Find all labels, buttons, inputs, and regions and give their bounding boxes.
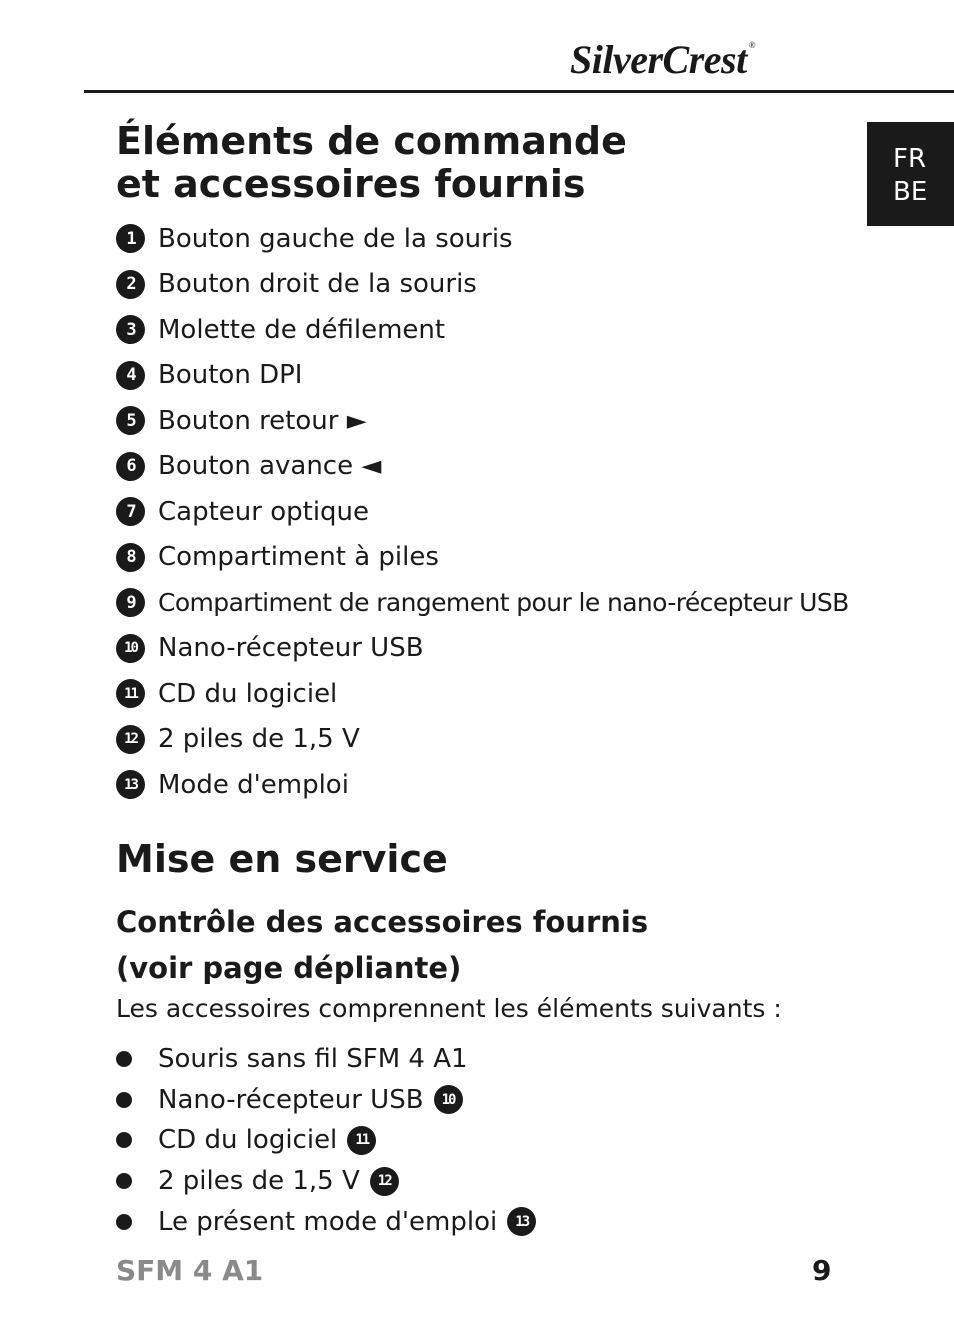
reference-number-badge: 12 bbox=[370, 1167, 399, 1196]
list-item bbox=[116, 489, 849, 535]
list-item bbox=[116, 262, 849, 308]
list-item bbox=[116, 216, 849, 262]
language-tab-line2: BE bbox=[893, 177, 928, 207]
bullet-label: Nano-récepteur USB bbox=[158, 1084, 424, 1115]
intro-text: Les accessoires comprennent les éléments suivants : bbox=[116, 994, 782, 1023]
item-number-badge: 13 bbox=[116, 770, 145, 799]
list-item bbox=[116, 444, 849, 490]
list-item bbox=[116, 398, 849, 444]
item-number-badge: 8 bbox=[116, 543, 145, 572]
bullet-icon bbox=[116, 1214, 132, 1230]
item-number-badge: 10 bbox=[116, 634, 145, 663]
brand-text: SilverCrest bbox=[570, 37, 747, 82]
subsection-title bbox=[116, 899, 648, 991]
item-label: Mode d'emploi bbox=[158, 769, 349, 800]
item-label: Bouton retour ► bbox=[158, 405, 367, 436]
subsection-title-line1: Contrôle des accessoires fournis bbox=[116, 905, 649, 939]
item-label: Compartiment de rangement pour le nano-récepteur USB bbox=[158, 588, 849, 618]
registered-mark: ® bbox=[748, 40, 756, 50]
item-label: Molette de défilement bbox=[158, 314, 446, 345]
section-title-line1: Éléments de commande bbox=[116, 119, 627, 163]
bullet-icon bbox=[116, 1132, 132, 1148]
item-label: Bouton droit de la souris bbox=[158, 269, 477, 300]
language-tab-line1: FR bbox=[893, 144, 927, 174]
reference-number-badge: 10 bbox=[434, 1085, 463, 1114]
list-item bbox=[116, 626, 849, 672]
bullet-icon bbox=[116, 1092, 132, 1108]
item-number-badge: 4 bbox=[116, 361, 145, 390]
bullet-label: Souris sans fil SFM 4 A1 bbox=[158, 1044, 468, 1075]
bullet-label: CD du logiciel bbox=[158, 1125, 338, 1156]
page-number: 9 bbox=[812, 1254, 832, 1287]
subsection-title-line2: (voir page dépliante) bbox=[116, 951, 462, 985]
bullet-label: 2 piles de 1,5 V bbox=[158, 1166, 360, 1197]
list-item bbox=[116, 580, 849, 626]
section-title-line2: et accessoires fournis bbox=[116, 162, 586, 206]
item-number-badge: 9 bbox=[116, 588, 145, 617]
header-rule bbox=[84, 90, 954, 93]
brand-logo bbox=[570, 36, 755, 83]
item-number-badge: 1 bbox=[116, 224, 145, 253]
list-item bbox=[116, 762, 849, 808]
reference-number-badge: 11 bbox=[347, 1126, 376, 1155]
list-item bbox=[116, 1120, 536, 1161]
item-number-badge: 3 bbox=[116, 315, 145, 344]
item-label: CD du logiciel bbox=[158, 678, 338, 709]
item-label: 2 piles de 1,5 V bbox=[158, 724, 360, 755]
item-label: Bouton avance ◄ bbox=[158, 451, 382, 482]
list-item bbox=[116, 717, 849, 763]
item-number-badge: 6 bbox=[116, 452, 145, 481]
list-item bbox=[116, 535, 849, 581]
item-number-badge: 7 bbox=[116, 497, 145, 526]
list-item bbox=[116, 1080, 536, 1121]
bullet-icon bbox=[116, 1173, 132, 1189]
list-item bbox=[116, 1201, 536, 1242]
item-label: Nano-récepteur USB bbox=[158, 633, 424, 664]
reference-number-badge: 13 bbox=[507, 1207, 536, 1236]
list-item bbox=[116, 1039, 536, 1080]
bullet-label: Le présent mode d'emploi bbox=[158, 1206, 498, 1237]
list-item bbox=[116, 671, 849, 717]
components-list bbox=[116, 216, 849, 808]
list-item bbox=[116, 353, 849, 399]
footer-model: SFM 4 A1 bbox=[116, 1254, 264, 1287]
item-label: Compartiment à piles bbox=[158, 542, 439, 573]
list-item bbox=[116, 307, 849, 353]
item-number-badge: 11 bbox=[116, 679, 145, 708]
bullet-icon bbox=[116, 1051, 132, 1067]
section-title-components bbox=[116, 120, 627, 206]
item-label: Bouton gauche de la souris bbox=[158, 223, 513, 254]
item-number-badge: 12 bbox=[116, 725, 145, 754]
section-title-setup: Mise en service bbox=[116, 837, 448, 881]
item-label: Bouton DPI bbox=[158, 360, 303, 391]
item-label: Capteur optique bbox=[158, 496, 370, 527]
accessories-list bbox=[116, 1039, 536, 1242]
item-number-badge: 2 bbox=[116, 270, 145, 299]
item-number-badge: 5 bbox=[116, 406, 145, 435]
list-item bbox=[116, 1161, 536, 1202]
language-tab bbox=[867, 122, 954, 226]
